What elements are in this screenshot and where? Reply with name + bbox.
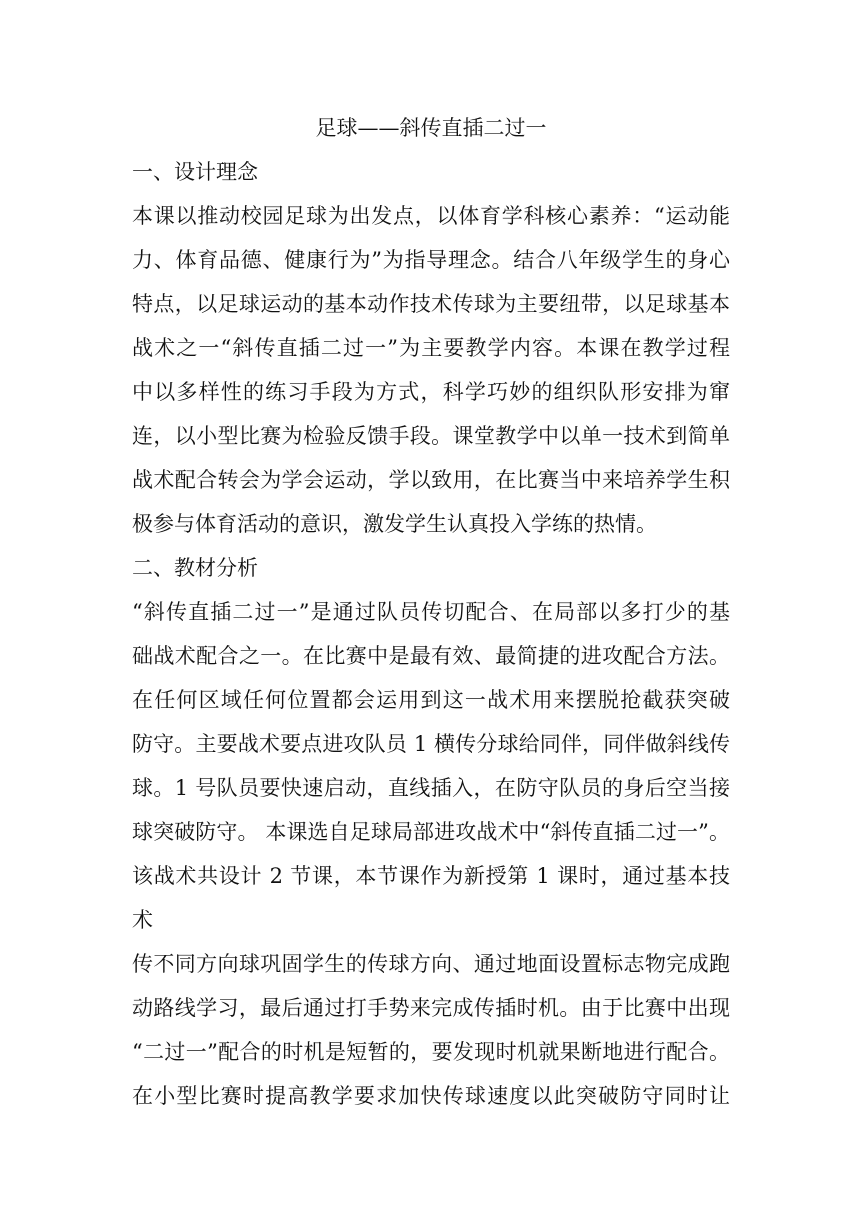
paragraph-line: 动路线学习，最后通过打手势来完成传插时机。由于比赛中出现 <box>132 996 730 1020</box>
paragraph-line: 连，以小型比赛为检验反馈手段。课堂教学中以单一技术到简单 <box>132 424 730 448</box>
document-title: 足球——斜传直插二过一 <box>315 116 547 140</box>
paragraph-line: 本课以推动校园足球为出发点，以体育学科核心素养：“运动能 <box>132 204 730 228</box>
paragraph-line: 在小型比赛时提高教学要求加快传球速度以此突破防守同时让 <box>132 1084 730 1108</box>
section-heading-design-concept: 一、设计理念 <box>132 160 258 184</box>
paragraph-line: 在任何区域任何位置都会运用到这一战术用来摆脱抢截获突破 <box>132 688 730 712</box>
paragraph-line: 础战术配合之一。在比赛中是最有效、最简捷的进攻配合方法。 <box>132 644 730 668</box>
paragraph-line: 防守。主要战术要点进攻队员 1 横传分球给同伴，同伴做斜线传 <box>132 732 730 756</box>
paragraph-line: 中以多样性的练习手段为方式，科学巧妙的组织队形安排为窜 <box>132 380 730 404</box>
paragraph-line: 球。1 号队员要快速启动，直线插入，在防守队员的身后空当接 <box>132 776 730 800</box>
paragraph-line: 战术配合转会为学会运动，学以致用，在比赛当中来培养学生积 <box>132 468 730 492</box>
paragraph-textbook-analysis <box>132 590 730 1118</box>
paragraph-line: 极参与体育活动的意识，激发学生认真投入学练的热情。 <box>132 512 657 536</box>
paragraph-line: 传不同方向球巩固学生的传球方向、通过地面设置标志物完成跑 <box>132 952 730 976</box>
paragraph-line: 战术之一“斜传直插二过一”为主要教学内容。本课在教学过程 <box>132 336 730 360</box>
paragraph-line: “二过一”配合的时机是短暂的，要发现时机就果断地进行配合。 <box>132 1040 730 1064</box>
section-heading-textbook-analysis: 二、教材分析 <box>132 556 258 580</box>
paragraph-line: 该战术共设计 2 节课，本节课作为新授第 1 课时，通过基本技术 <box>132 864 730 932</box>
paragraph-line: 特点，以足球运动的基本动作技术传球为主要纽带，以足球基本 <box>132 292 730 316</box>
paragraph-design-concept <box>132 194 730 546</box>
paragraph-line: 球突破防守。 本课选自足球局部进攻战术中“斜传直插二过一”。 <box>132 820 730 844</box>
paragraph-line: 力、体育品德、健康行为”为指导理念。结合八年级学生的身心 <box>132 248 730 272</box>
paragraph-line: “斜传直插二过一”是通过队员传切配合、在局部以多打少的基 <box>132 600 730 624</box>
document-body <box>132 106 730 1118</box>
